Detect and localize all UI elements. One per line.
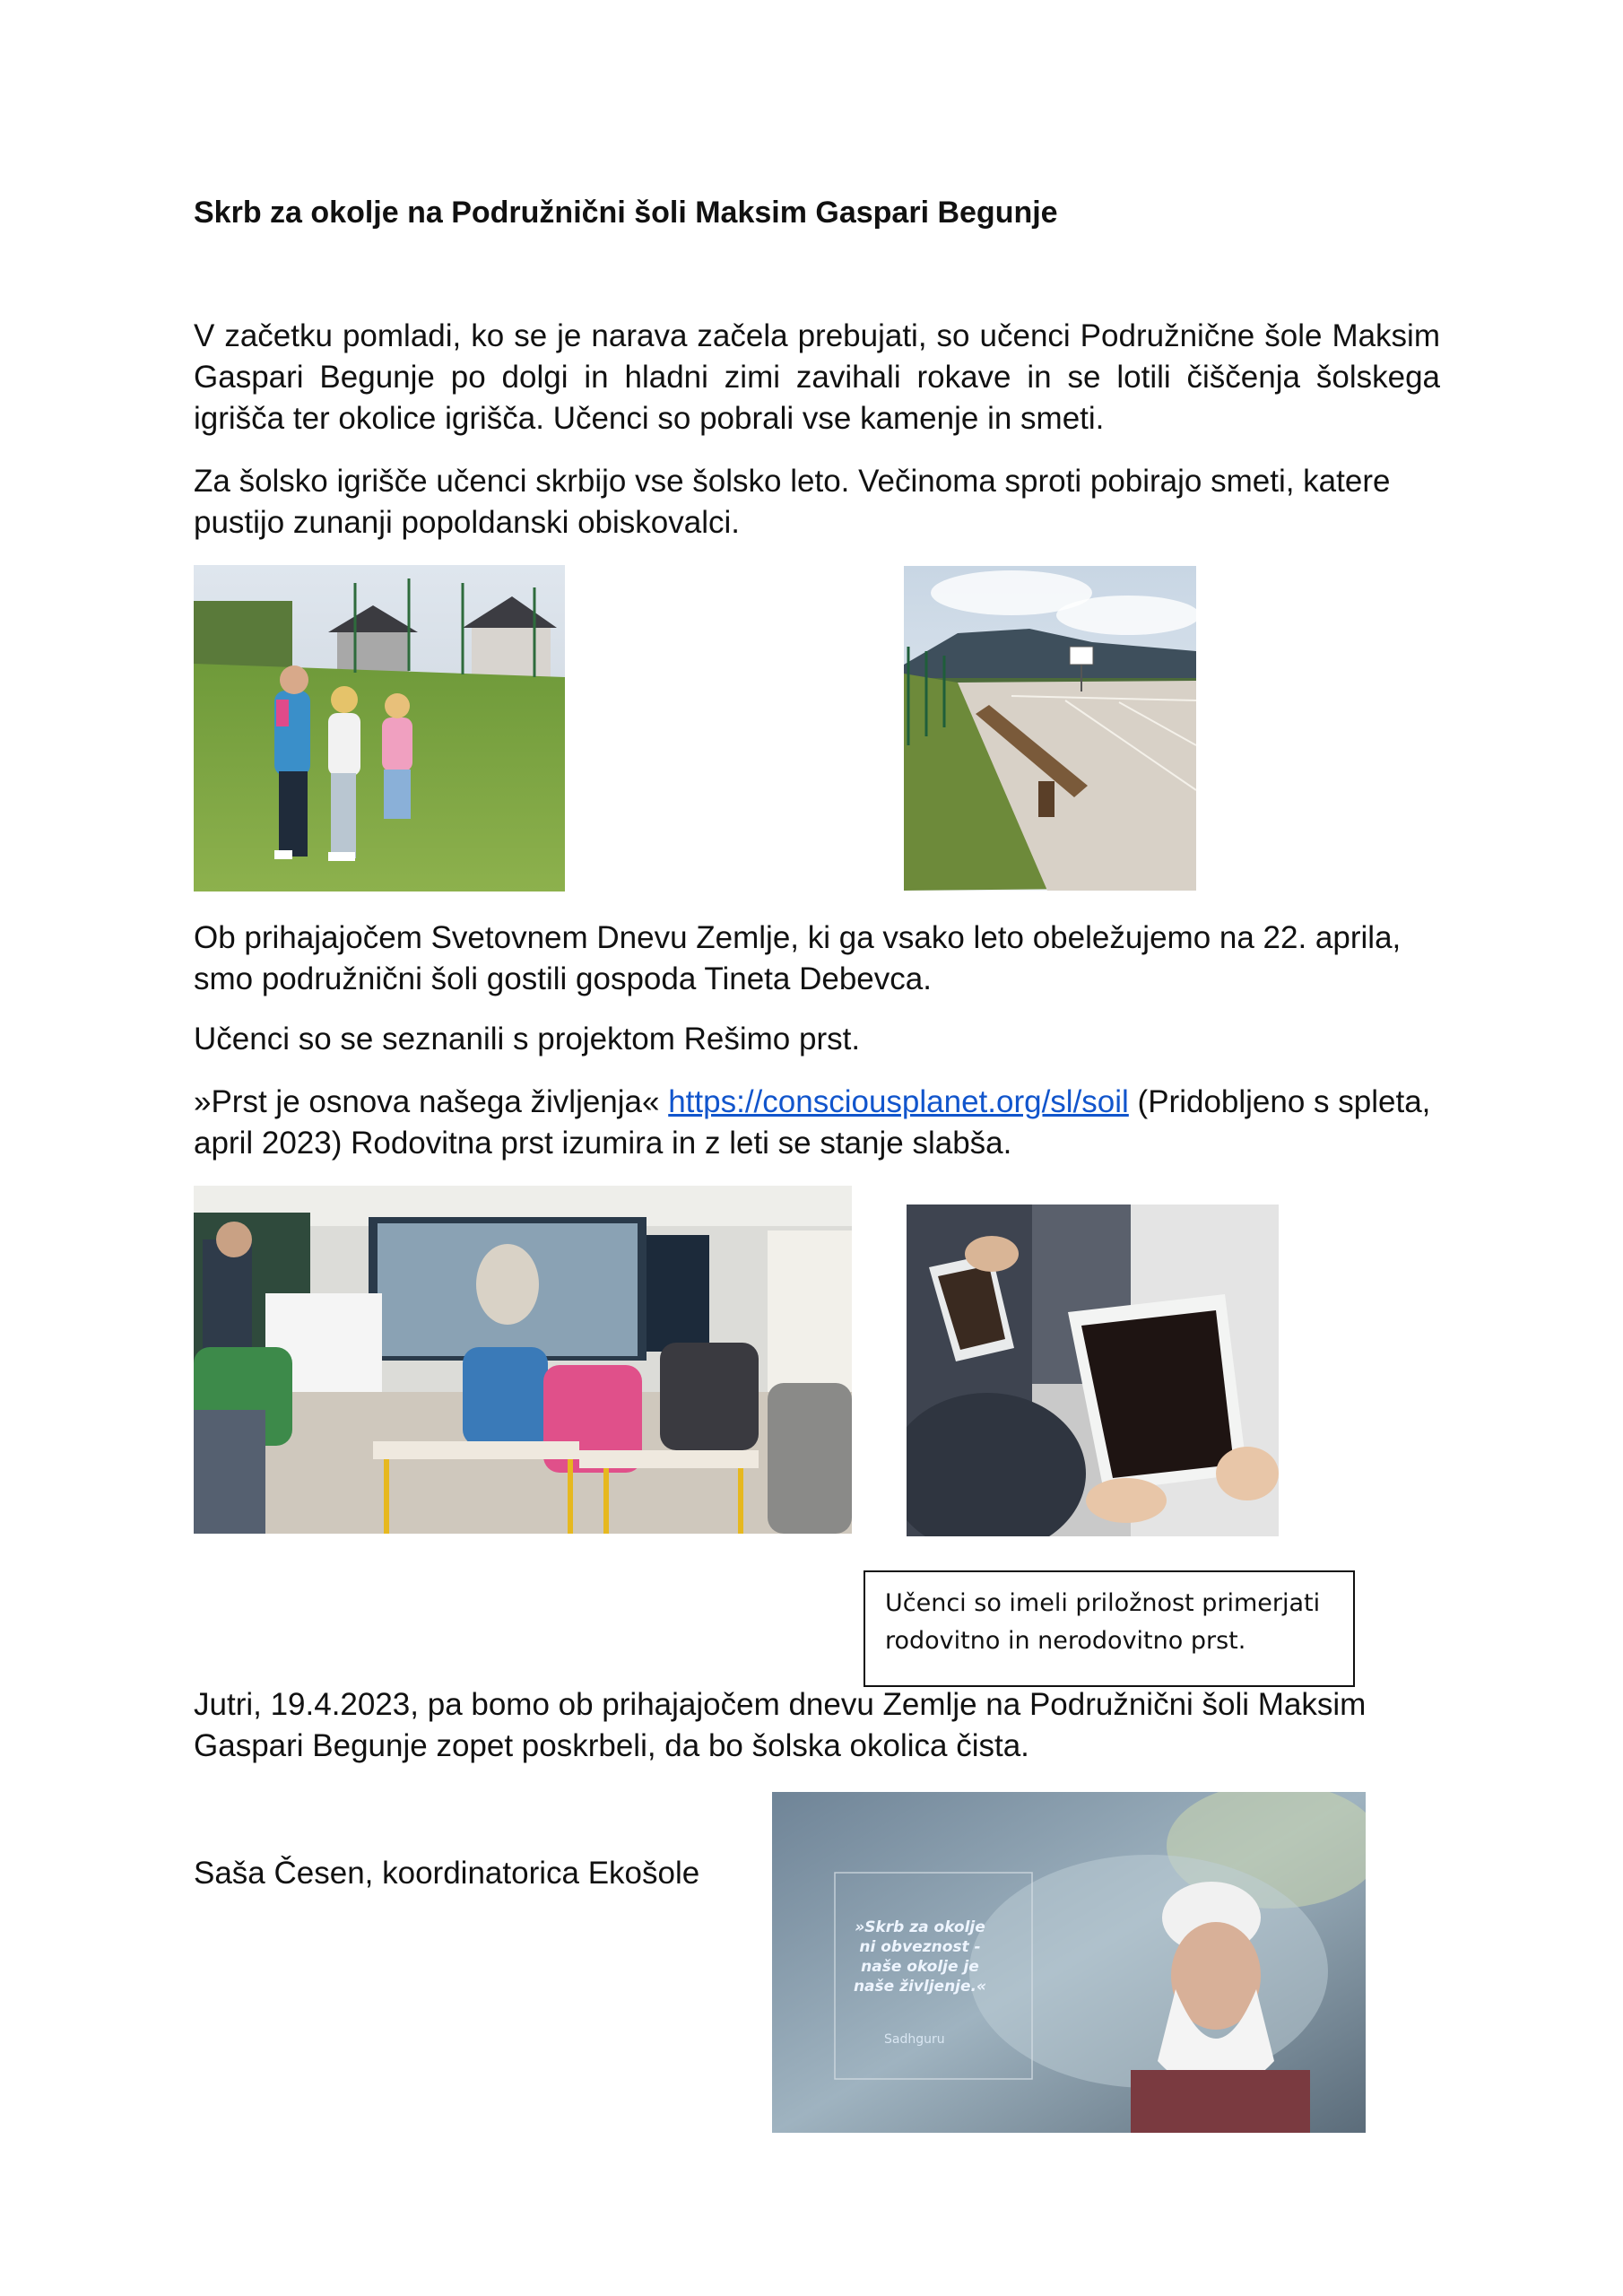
screen-quote-text: »Skrb za okolje ni obveznost - naše okolje je naše življenje.« — [853, 1918, 987, 1996]
photo-children-cleaning — [194, 565, 565, 891]
screen-quote-author: Sadhguru — [884, 2032, 945, 2047]
photo-classroom — [194, 1186, 852, 1534]
soil-quote-source: (Pridobljeno s spleta, april 2023) Rodovitna prst izumira in z leti se stanje slabša. — [194, 1084, 1431, 1161]
paragraph-tomorrow: Jutri, 19.4.2023, pa bomo ob prihajajočem dnevu Zemlje na Podružnični šoli Maksim Gaspari Begunje zopet poskrbeli, da bo šolska okolica čista. — [194, 1687, 1367, 1763]
soil-link[interactable]: https://consciousplanet.org/sl/soil — [668, 1084, 1129, 1119]
signature: Saša Česen, koordinatorica Ekošole — [194, 1856, 700, 1891]
soil-quote-text: »Prst je osnova našega življenja« — [194, 1084, 669, 1119]
page-title: Skrb za okolje na Podružnični šoli Maksim Gaspari Begunje — [194, 196, 1058, 230]
caption-soil-comparison: Učenci so imeli priložnost primerjati rodovitno in nerodovitno prst. — [864, 1570, 1355, 1687]
photo-soil-containers — [907, 1205, 1279, 1536]
paragraph-intro: V začetku pomladi, ko se je narava začela prebujati, so učenci Podružnične šole Maksim Gaspari Begunje po dolgi in hladni zimi zavihali rokave in se lotili čiščenja šolskega igrišča ter okolice igrišča. Učenci so pobrali vse kamenje in smeti. — [194, 318, 1440, 436]
photo-screen-quote — [772, 1792, 1366, 2133]
photo-bench-court — [904, 566, 1196, 891]
paragraph-soil-quote — [194, 1082, 1440, 1164]
paragraph-earth-day: Ob prihajajočem Svetovnem Dnevu Zemlje, ki ga vsako leto obeležujemo na 22. aprila, smo podružnični šoli gostili gospoda Tineta Debevca. — [194, 920, 1402, 996]
paragraph-project: Učenci so se seznanili s projektom Rešimo prst. — [194, 1022, 861, 1057]
paragraph-playground: Za šolsko igrišče učenci skrbijo vse šolsko leto. Večinoma sproti pobirajo smeti, katere pustijo zunanji popoldanski obiskovalci. — [194, 464, 1391, 540]
